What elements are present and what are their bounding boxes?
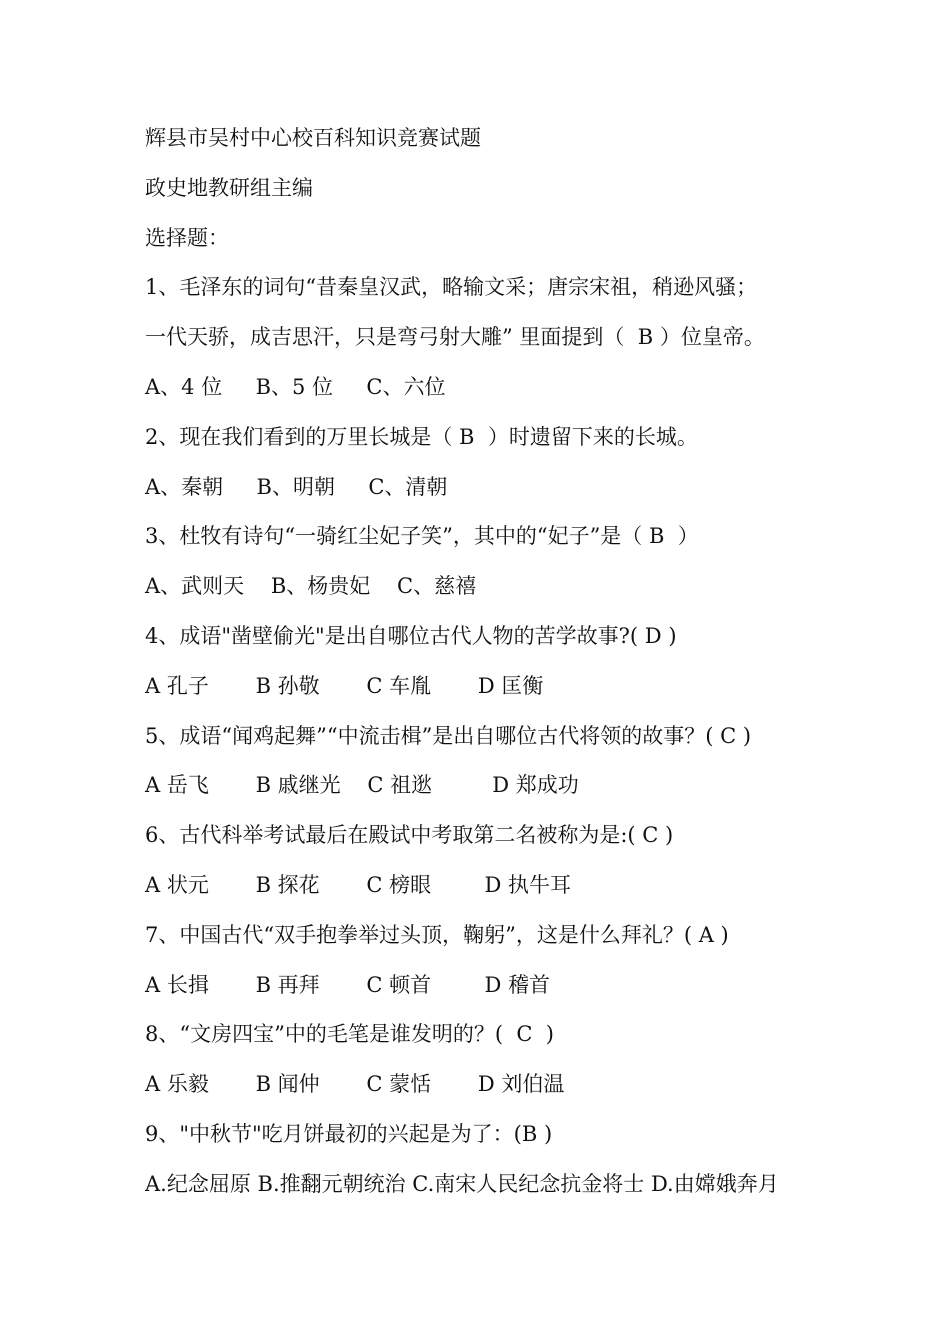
question-1-line-2: 一代天骄，成吉思汗，只是弯弓射大雕” 里面提到（ B ）位皇帝。: [145, 325, 765, 350]
question-1-options: A、4 位 B、5 位 C、六位: [145, 374, 446, 399]
question-2-options: A、秦朝 B、明朝 C、清朝: [145, 474, 448, 499]
question-8: 8、“文房四宝”中的毛笔是谁发明的？( C ): [145, 1022, 554, 1047]
section-heading: 选择题：: [145, 225, 229, 250]
question-2: 2、现在我们看到的万里长城是（ B ）时遗留下来的长城。: [145, 424, 698, 449]
document-title: 辉县市吴村中心校百科知识竞赛试题: [145, 126, 481, 150]
question-4: 4、成语"凿壁偷光"是出自哪位古代人物的苦学故事?( D ): [145, 623, 677, 648]
document-editor: 政史地教研组主编: [145, 175, 313, 200]
question-1-line-1: 1、毛泽东的词句“昔秦皇汉武，略输文采；唐宗宋祖，稍逊风骚；: [145, 275, 758, 300]
question-5: 5、成语“闻鸡起舞”“中流击楫”是出自哪位古代将领的故事？( C ): [145, 723, 752, 748]
question-4-options: A 孔子 B 孙敬 C 车胤 D 匡衡: [145, 673, 544, 698]
question-7: 7、中国古代“双手抱拳举过头顶，鞠躬”，这是什么拜礼？( A ): [145, 922, 729, 947]
question-6: 6、古代科举考试最后在殿试中考取第二名被称为是:( C ): [145, 823, 674, 848]
question-5-options: A 岳飞 B 戚继光 C 祖逖 D 郑成功: [145, 773, 579, 798]
question-3-options: A、武则天 B、杨贵妃 C、慈禧: [145, 574, 477, 599]
question-7-options: A 长揖 B 再拜 C 顿首 D 稽首: [145, 972, 551, 997]
question-9-options: A.纪念屈原 B.推翻元朝统治 C.南宋人民纪念抗金将士 D.由嫦娥奔月: [145, 1171, 779, 1196]
document-content: [145, 114, 845, 1210]
question-8-options: A 乐毅 B 闻仲 C 蒙恬 D 刘伯温: [145, 1072, 565, 1097]
question-6-options: A 状元 B 探花 C 榜眼 D 执牛耳: [145, 872, 572, 897]
question-3: 3、杜牧有诗句“一骑红尘妃子笑”，其中的“妃子”是（ B ）: [145, 524, 699, 549]
question-9: 9、"中秋节"吃月饼最初的兴起是为了：(B ): [145, 1121, 553, 1146]
